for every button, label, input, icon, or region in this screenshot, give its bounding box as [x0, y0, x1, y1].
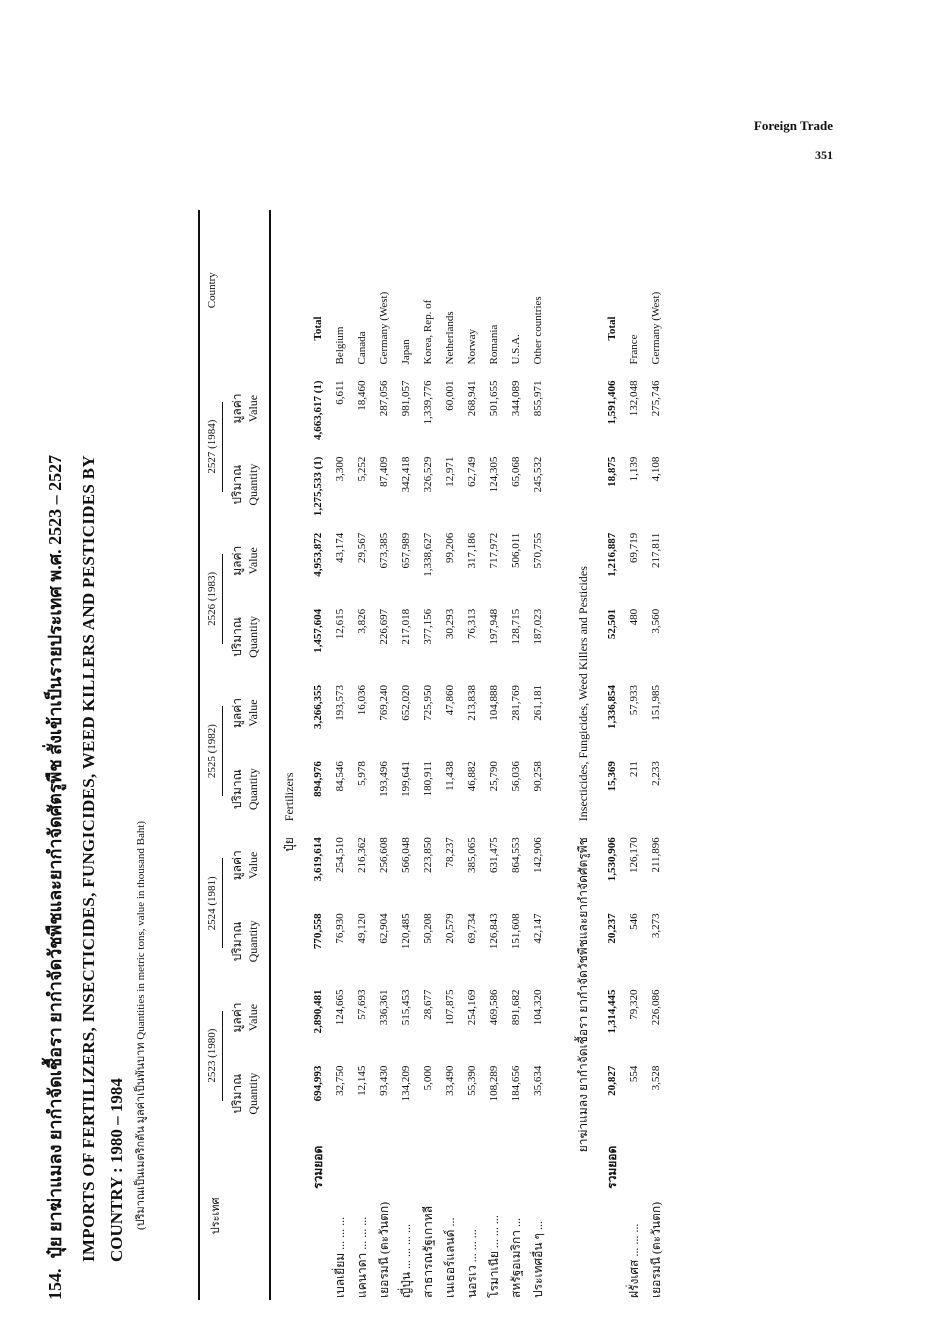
value-cell: 501,655	[488, 380, 501, 417]
value-cell: 142,906	[532, 837, 545, 873]
quantity-cell: 3,826	[356, 608, 369, 634]
quantity-cell: 3,528	[650, 1065, 663, 1091]
year-header: 2525 (1982)	[200, 675, 227, 827]
value-cell: 1,216,887	[606, 532, 619, 577]
country-thai: เบลเยี่ยม ... ... ...	[332, 1216, 347, 1298]
quantity-cell: 93,430	[378, 1065, 391, 1096]
value-cell: 3,266,355	[312, 684, 325, 729]
country-thai: สหรัฐอเมริกา ...	[508, 1218, 523, 1298]
value-cell: 4,953,872	[312, 532, 325, 577]
value-cell: 1,591,406	[606, 380, 619, 425]
value-cell: 126,170	[628, 837, 641, 873]
total-row	[307, 210, 329, 1300]
country-english: Germany (West)	[378, 291, 391, 365]
value-cell: 223,850	[422, 837, 435, 873]
table-row	[461, 210, 483, 1300]
country-english: Belgium	[334, 326, 347, 365]
value-cell: 99,206	[444, 532, 457, 563]
table-row	[417, 210, 439, 1300]
value-cell: 652,020	[400, 684, 413, 721]
quantity-cell: 76,313	[466, 608, 479, 640]
value-cell: 4,663,617 (1)	[312, 380, 325, 441]
value-cell: 79,320	[628, 989, 641, 1020]
country-english: Japan	[400, 339, 413, 365]
value-cell: 631,475	[488, 837, 501, 873]
quantity-cell: 4,108	[650, 456, 663, 482]
value-cell: 855,971	[532, 380, 545, 417]
value-cell: 60,001	[444, 380, 457, 411]
value-cell: 864,553	[510, 837, 523, 873]
section-spacer	[549, 210, 565, 1300]
quantity-cell: 18,875	[606, 456, 619, 487]
country-thai-header: ประเทศ	[210, 1197, 222, 1235]
section-name: Foreign Trade	[753, 118, 833, 133]
quantity-cell: 32,750	[334, 1065, 347, 1096]
table-row	[527, 210, 549, 1300]
country-english: Total	[606, 316, 619, 341]
quantity-header: ปริมาณ Quantity	[230, 920, 261, 963]
imports-table	[198, 210, 667, 1300]
value-header: มูลค่า Value	[230, 393, 261, 424]
title-english: IMPORTS OF FERTILIZERS, INSECTICIDES, FUNGICIDES, WEED KILLERS AND PESTICIDES BY	[79, 455, 98, 1262]
quantity-cell: 326,529	[422, 456, 435, 493]
value-cell: 18,460	[356, 380, 369, 411]
value-cell: 336,361	[378, 989, 391, 1026]
quantity-cell: 62,749	[466, 456, 479, 487]
quantity-cell: 69,734	[466, 913, 479, 944]
country-thai: ฝรั่งเศส ... ... ...	[626, 1223, 641, 1298]
quantity-cell: 5,000	[422, 1065, 435, 1091]
section-heading-english: Fertilizers	[281, 772, 296, 822]
quantity-cell: 42,147	[532, 913, 545, 944]
quantity-cell: 193,496	[378, 761, 391, 797]
quantity-cell: 124,305	[488, 456, 501, 493]
value-cell: 254,169	[466, 989, 479, 1026]
value-cell: 570,755	[532, 532, 545, 569]
value-cell: 132,048	[628, 380, 641, 417]
quantity-cell: 76,930	[334, 913, 347, 944]
value-cell: 256,608	[378, 837, 391, 873]
quantity-cell: 108,289	[488, 1065, 501, 1102]
table-row	[373, 210, 395, 1300]
quantity-cell: 15,369	[606, 761, 619, 792]
value-cell: 566,048	[400, 837, 413, 873]
value-cell: 981,057	[400, 380, 413, 417]
quantity-cell: 554	[628, 1065, 641, 1083]
year-header: 2523 (1980)	[200, 979, 227, 1131]
quantity-cell: 25,790	[488, 761, 501, 792]
quantity-cell: 46,882	[466, 761, 479, 792]
table-row	[439, 210, 461, 1300]
country-thai: นอรเว ... ... ...	[464, 1229, 479, 1298]
country-thai: เนเธอร์แลนด์ ...	[442, 1217, 457, 1298]
value-cell: 287,056	[378, 380, 391, 417]
value-cell: 216,362	[356, 837, 369, 873]
quantity-cell: 226,697	[378, 608, 391, 645]
quantity-cell: 55,390	[466, 1065, 479, 1096]
quantity-cell: 1,139	[628, 456, 641, 482]
value-cell: 385,065	[466, 837, 479, 873]
value-cell: 124,665	[334, 989, 347, 1026]
section-heading-row	[565, 210, 601, 1300]
quantity-cell: 770,558	[312, 913, 325, 950]
section-heading-thai: ปุ๋ย	[281, 837, 296, 852]
value-cell: 213,838	[466, 684, 479, 721]
value-cell: 151,985	[650, 684, 663, 721]
value-cell: 193,573	[334, 684, 347, 721]
value-cell: 28,677	[422, 989, 435, 1020]
rotated-page-content	[40, 200, 860, 1300]
title-thai-text: ปุ๋ย ยาฆ่าแมลง ยากำจัดเชื้อรา ยากำจัดวัชพืชและยากำจัดศัตรูพืช สั่งเข้าเป็นรายประเทศ พ.ศ. 2523 – 2527	[45, 454, 65, 1259]
value-cell: 3,619,614	[312, 837, 325, 882]
value-cell: 211,896	[650, 837, 663, 873]
quantity-cell: 546	[628, 913, 641, 930]
quantity-cell: 197,948	[488, 608, 501, 645]
value-cell: 506,011	[510, 532, 523, 569]
value-cell: 6,611	[334, 380, 347, 405]
year-header: 2527 (1984)	[200, 370, 227, 522]
table-row	[329, 210, 351, 1300]
quantity-cell: 211	[628, 761, 641, 778]
quantity-cell: 65,068	[510, 456, 523, 487]
value-cell: 107,875	[444, 989, 457, 1026]
quantity-cell: 199,641	[400, 761, 413, 797]
quantity-cell: 20,237	[606, 913, 619, 944]
page-number: 351	[815, 148, 833, 162]
quantity-header: ปริมาณ Quantity	[230, 615, 261, 658]
title-thai	[40, 200, 69, 1300]
country-thai: เยอรมนี (ตะวันตก)	[376, 1201, 391, 1298]
year-header: 2524 (1981)	[200, 827, 227, 979]
value-cell: 43,174	[334, 532, 347, 563]
value-cell: 657,989	[400, 532, 413, 569]
value-cell: 29,567	[356, 532, 369, 563]
value-cell: 1,530,906	[606, 837, 619, 882]
country-english: Norway	[466, 329, 479, 365]
value-cell: 769,240	[378, 684, 391, 721]
value-cell: 57,693	[356, 989, 369, 1020]
value-header: มูลค่า Value	[230, 850, 261, 881]
table-row	[395, 210, 417, 1300]
value-header: มูลค่า Value	[230, 698, 261, 729]
quantity-cell: 2,233	[650, 761, 663, 786]
quantity-cell: 12,971	[444, 456, 457, 487]
value-cell: 104,888	[488, 684, 501, 721]
quantity-cell: 84,546	[334, 761, 347, 792]
section-heading-english: Insecticides, Fungicides, Weed Killers and Pesticides	[575, 566, 590, 822]
country-english: Total	[312, 316, 325, 341]
year-header-row	[200, 210, 227, 1300]
quantity-cell: 20,579	[444, 913, 457, 944]
country-thai: ประเทศอื่น ๆ ...	[530, 1221, 545, 1298]
value-cell: 104,320	[532, 989, 545, 1026]
value-cell: 69,719	[628, 532, 641, 563]
value-cell: 2,890,481	[312, 989, 325, 1034]
quantity-cell: 56,036	[510, 761, 523, 792]
title-english-line2: COUNTRY : 1980 – 1984	[107, 1078, 126, 1262]
quantity-cell: 120,485	[400, 913, 413, 950]
quantity-cell: 3,300	[334, 456, 347, 482]
quantity-cell: 245,532	[532, 456, 545, 493]
table-body	[271, 210, 667, 1300]
quantity-cell: 217,018	[400, 608, 413, 645]
quantity-cell: 5,252	[356, 456, 369, 482]
country-english: Netherlands	[444, 311, 457, 365]
year-header: 2526 (1983)	[200, 523, 227, 675]
table-row	[351, 210, 373, 1300]
quantity-cell: 180,911	[422, 761, 435, 797]
quantity-cell: 35,634	[532, 1065, 545, 1096]
quantity-cell: 5,978	[356, 761, 369, 786]
value-cell: 281,769	[510, 684, 523, 721]
country-english-header: Country	[206, 272, 218, 309]
value-cell: 268,941	[466, 380, 479, 417]
total-row	[601, 210, 623, 1300]
quantity-cell: 30,293	[444, 608, 457, 640]
value-cell: 717,972	[488, 532, 501, 569]
quantity-cell: 62,904	[378, 913, 391, 944]
quantity-cell: 87,409	[378, 456, 391, 487]
value-cell: 1,314,445	[606, 989, 619, 1034]
value-cell: 725,950	[422, 684, 435, 721]
quantity-cell: 1,457,604	[312, 608, 325, 653]
quantity-cell: 694,993	[312, 1065, 325, 1102]
unit-note: (ปริมาณเป็นเมตริกตัน มูลค่าเป็นพันบาท Quantities in metric tons, value in thousand Baht)	[135, 820, 147, 1230]
quantity-cell: 12,145	[356, 1065, 369, 1096]
value-cell: 47,860	[444, 684, 457, 716]
quantity-cell: 134,209	[400, 1065, 413, 1102]
quantity-cell: 1,275,533 (1)	[312, 456, 325, 517]
table-row	[623, 210, 645, 1300]
page-header	[754, 118, 833, 163]
quantity-cell: 894,976	[312, 761, 325, 797]
value-cell: 275,746	[650, 380, 663, 417]
country-thai: แคนาดา ... ... ...	[354, 1216, 369, 1298]
country-thai: สาธารณรัฐเกาหลี	[420, 1205, 435, 1298]
value-cell: 78,237	[444, 837, 457, 868]
table-row	[645, 210, 667, 1300]
value-header: มูลค่า Value	[230, 1002, 261, 1033]
country-english: Canada	[356, 331, 369, 365]
country-english: Romania	[488, 324, 501, 365]
quantity-cell: 342,418	[400, 456, 413, 493]
value-cell: 891,682	[510, 989, 523, 1026]
quantity-header: ปริมาณ Quantity	[230, 768, 261, 811]
quantity-cell: 126,843	[488, 913, 501, 950]
quantity-cell: 3,560	[650, 608, 663, 634]
section-heading-thai: ยาฆ่าแมลง ยากำจัดเชื้อรา ยากำจัดวัชพืชและยากำจัดศัตรูพืช	[575, 837, 590, 1153]
quantity-cell: 3,273	[650, 913, 663, 939]
quantity-cell: 33,490	[444, 1065, 457, 1096]
quantity-cell: 11,438	[444, 761, 457, 791]
value-cell: 1,339,776	[422, 380, 435, 425]
quantity-cell: 20,827	[606, 1065, 619, 1096]
value-header: มูลค่า Value	[230, 545, 261, 576]
quantity-cell: 377,156	[422, 608, 435, 645]
quantity-cell: 151,608	[510, 913, 523, 950]
quantity-cell: 480	[628, 608, 641, 626]
quantity-cell: 12,615	[334, 608, 347, 640]
section-heading-row	[271, 210, 307, 1300]
quantity-cell: 90,258	[532, 761, 545, 792]
country-thai: เยอรมนี (ตะวันตก)	[648, 1201, 663, 1298]
value-cell: 16,036	[356, 684, 369, 716]
country-thai: รวมยอด	[604, 1145, 619, 1189]
value-cell: 57,933	[628, 684, 641, 716]
value-cell: 469,586	[488, 989, 501, 1026]
value-cell: 344,089	[510, 380, 523, 417]
country-thai: โรมาเนีย ... ... ...	[486, 1215, 501, 1298]
country-english: Korea, Rep. of	[422, 299, 435, 365]
country-english: Germany (West)	[650, 291, 663, 365]
country-thai: รวมยอด	[310, 1145, 325, 1189]
value-cell: 673,385	[378, 532, 391, 569]
value-cell: 515,453	[400, 989, 413, 1026]
quantity-header: ปริมาณ Quantity	[230, 463, 261, 506]
country-english: France	[628, 334, 641, 365]
value-cell: 317,186	[466, 532, 479, 569]
quantity-header: ปริมาณ Quantity	[230, 1072, 261, 1115]
quantity-cell: 128,715	[510, 608, 523, 645]
title-block	[40, 200, 149, 1300]
quantity-cell: 50,208	[422, 913, 435, 944]
value-cell: 1,338,627	[422, 532, 435, 577]
country-english: Other countries	[532, 296, 545, 365]
quantity-cell: 184,656	[510, 1065, 523, 1102]
table-number: 154.	[45, 1268, 65, 1300]
table-row	[483, 210, 505, 1300]
value-cell: 261,181	[532, 684, 545, 721]
quantity-cell: 52,501	[606, 608, 619, 640]
value-cell: 254,510	[334, 837, 347, 873]
country-english: U.S.A.	[510, 334, 523, 365]
quantity-cell: 49,120	[356, 913, 369, 944]
value-cell: 1,336,854	[606, 684, 619, 729]
table-row	[505, 210, 527, 1300]
value-cell: 217,811	[650, 532, 663, 569]
country-thai: ญี่ปุ่น ... ... ... ...	[398, 1223, 413, 1298]
quantity-cell: 187,023	[532, 608, 545, 645]
value-cell: 226,086	[650, 989, 663, 1026]
